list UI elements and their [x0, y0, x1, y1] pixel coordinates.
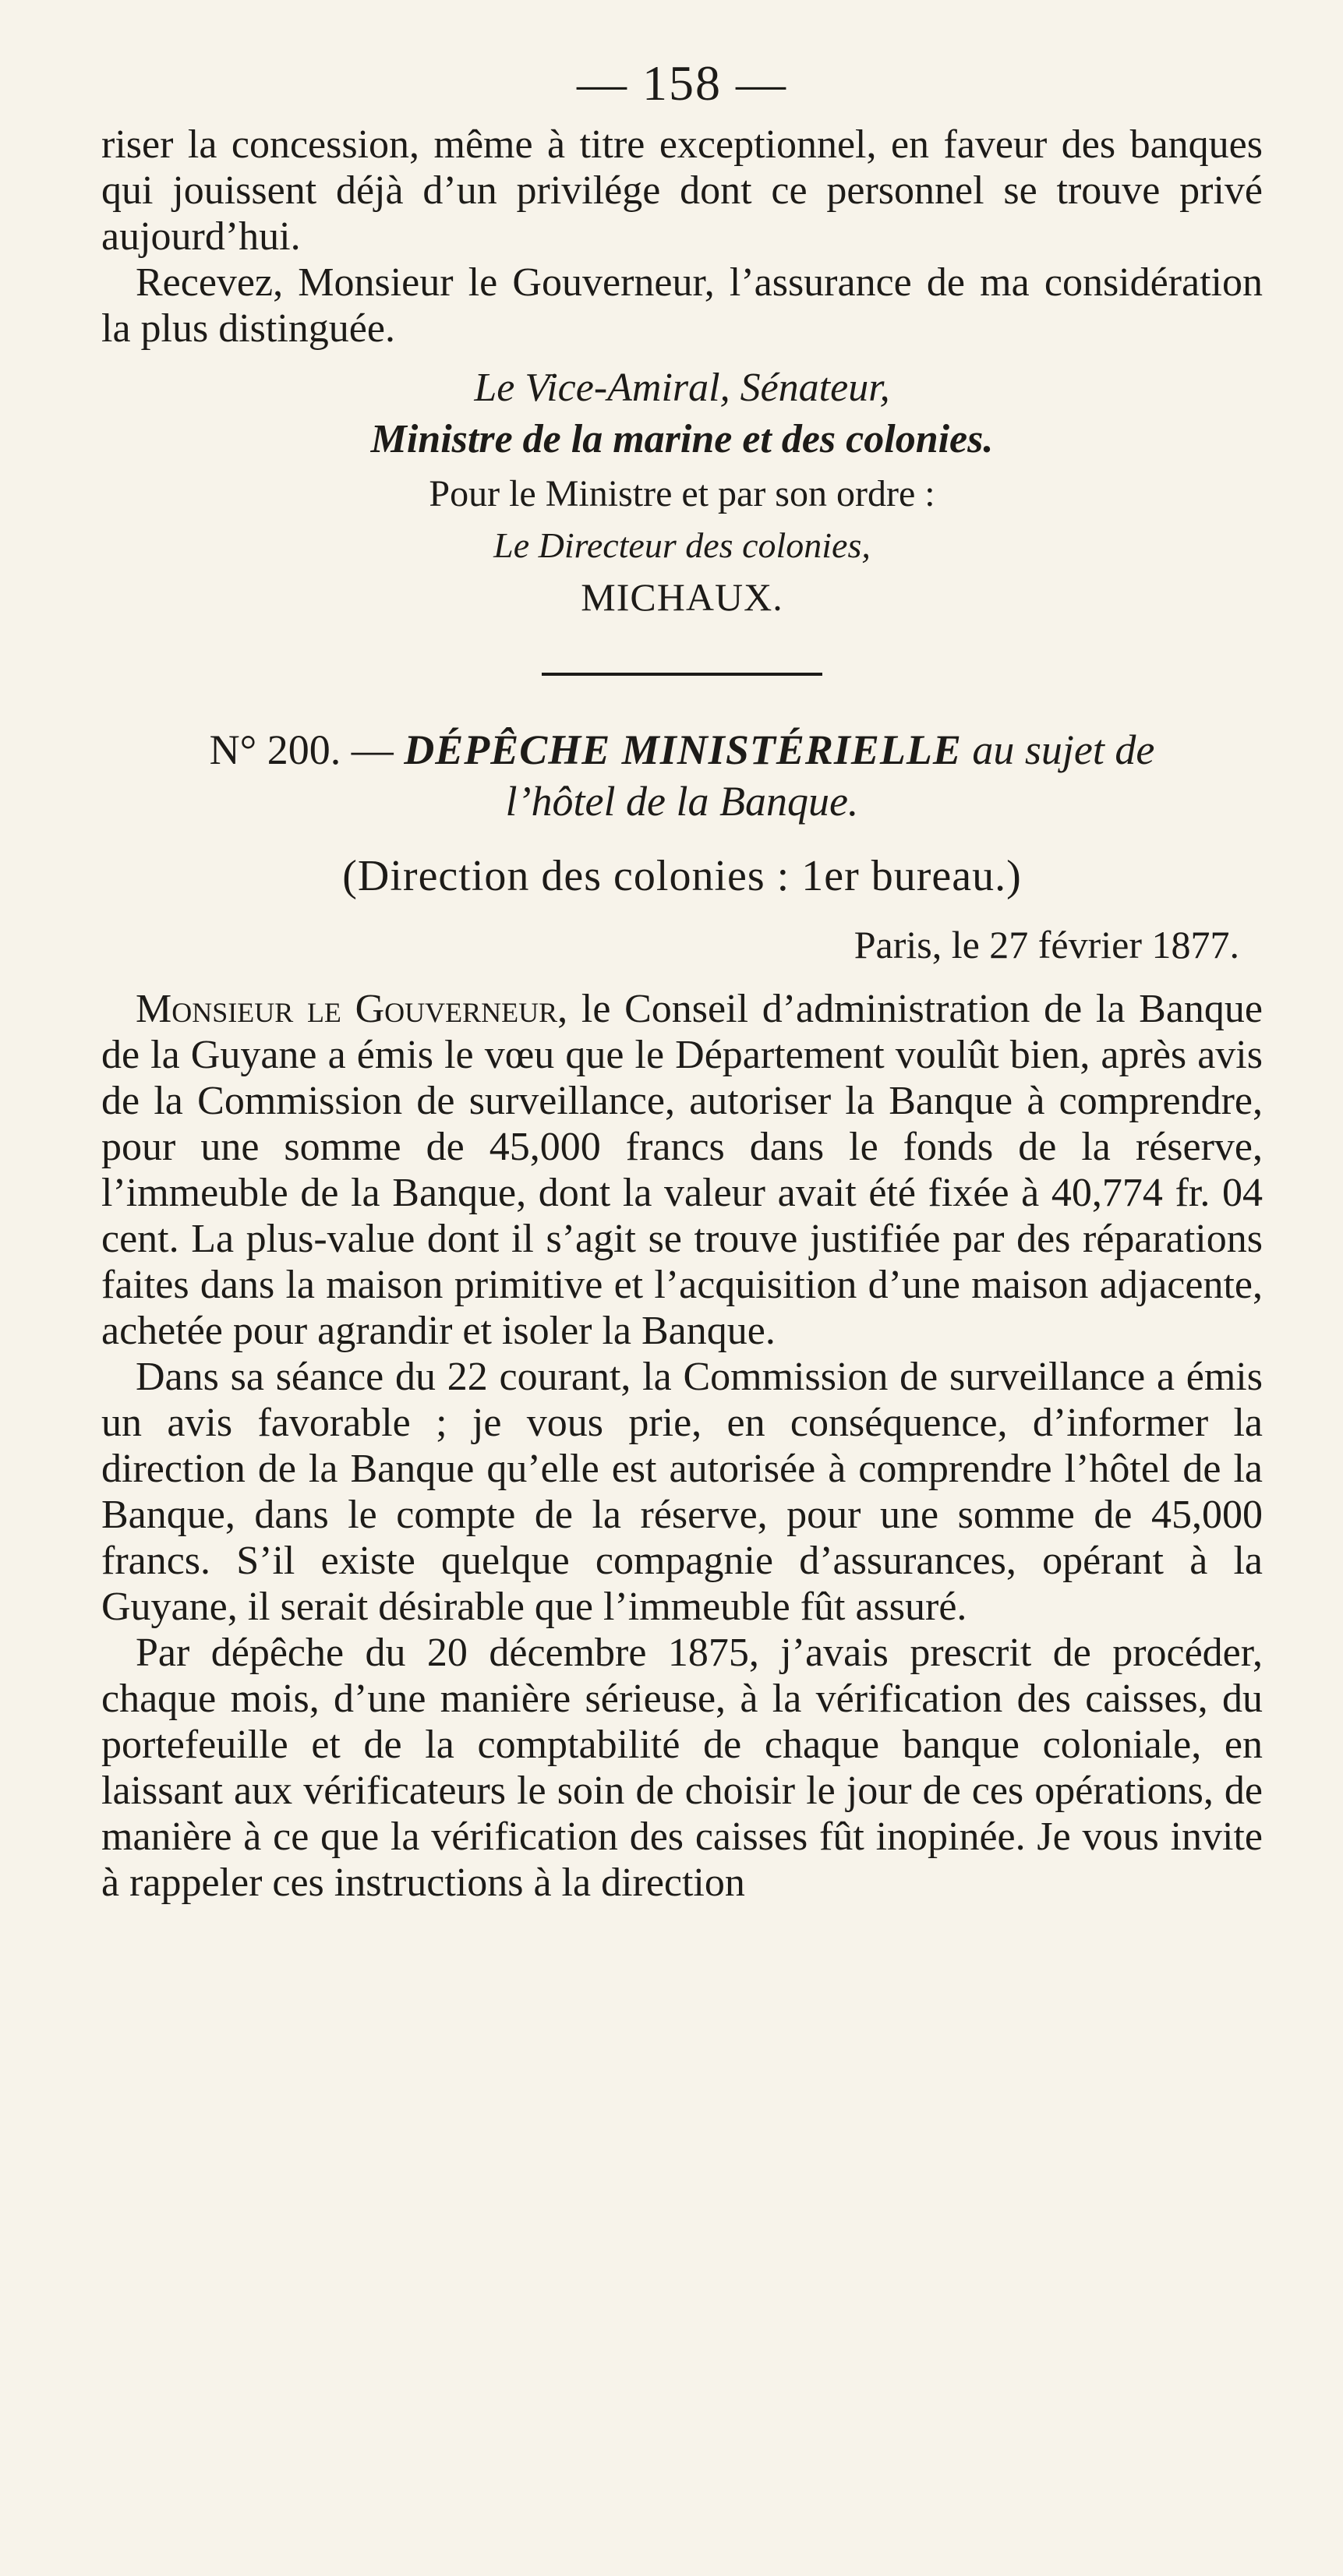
document-subheading: l’hôtel de la Banque.: [505, 778, 859, 825]
previous-letter-closing-paragraph: riser la concession, même à titre exceptionnel, en faveur des banques qui jouissent déjà d’un privilége dont ce personnel se trouve privé aujourd’hui.: [101, 122, 1263, 259]
page-number: — 158 —: [577, 55, 787, 111]
document-salutation: Monsieur le Gouverneur,: [136, 987, 568, 1031]
signature-name: MICHAUX.: [581, 575, 783, 619]
document-paragraph-1: [101, 986, 1263, 1354]
signature-title: Le Vice-Amiral, Sénateur,: [474, 366, 890, 410]
previous-letter-salutation-paragraph: Recevez, Monsieur le Gouverneur, l’assurance de ma considération la plus distinguée.: [101, 260, 1263, 351]
document-number: N° 200. —: [209, 726, 394, 773]
document-paragraph-2: Dans sa séance du 22 courant, la Commission de surveillance a émis un avis favorable ; je vous prie, en conséquence, d’informer la direction de la Banque qu’elle est autorisée à comprendre l’hôtel de la Banque, dans le compte de la réserve, pour une somme de 45,000 francs. S’il existe quelque compagnie d’assurances, opérant à la Guyane, il serait désirable que l’immeuble fût assuré.: [101, 1355, 1263, 1629]
document-date: Paris, le 27 février 1877.: [854, 923, 1239, 966]
signature-ministry: Ministre de la marine et des colonies.: [370, 417, 994, 461]
document-heading: [101, 724, 1263, 776]
document-direction: (Direction des colonies : 1er bureau.): [342, 852, 1022, 900]
section-divider: [542, 673, 822, 676]
signature-order-line: Pour le Ministre et par son ordre :: [429, 473, 935, 514]
signature-director: Le Directeur des colonies,: [493, 525, 871, 565]
document-paragraph-3: Par dépêche du 20 décembre 1875, j’avais prescrit de procéder, chaque mois, d’une manière sérieuse, à la vérification des caisses, du portefeuille et de la comptabilité de chaque banque coloniale, en laissant aux vérificateurs le soin de choisir le jour de ces opérations, de manière à ce que la vérification des caisses fût inopinée. Je vous invite à rappeler ces instructions à la direction: [101, 1631, 1263, 1905]
signature-block: [101, 362, 1263, 623]
document-heading-tail: au sujet de: [972, 726, 1155, 773]
document-heading-main: DÉPÊCHE MINISTÉRIELLE: [404, 726, 962, 773]
document-paragraph-1-text: le Conseil d’administration de la Banque de la Guyane a émis le vœu que le Département voulût bien, après avis de la Commission de surveillance, autoriser la Banque à comprendre, pour une somme de 45,000 francs dans le fonds de la réserve, l’immeuble de la Banque, dont la valeur avait été fixée à 40,774 fr. 04 cent. La plus-value dont il s’agit se trouve justifiée par des réparations faites dans la maison primitive et l’acquisition d’une maison adjacente, achetée pour agrandir et isoler la Banque.: [101, 987, 1263, 1353]
document-page: [101, 55, 1263, 1906]
